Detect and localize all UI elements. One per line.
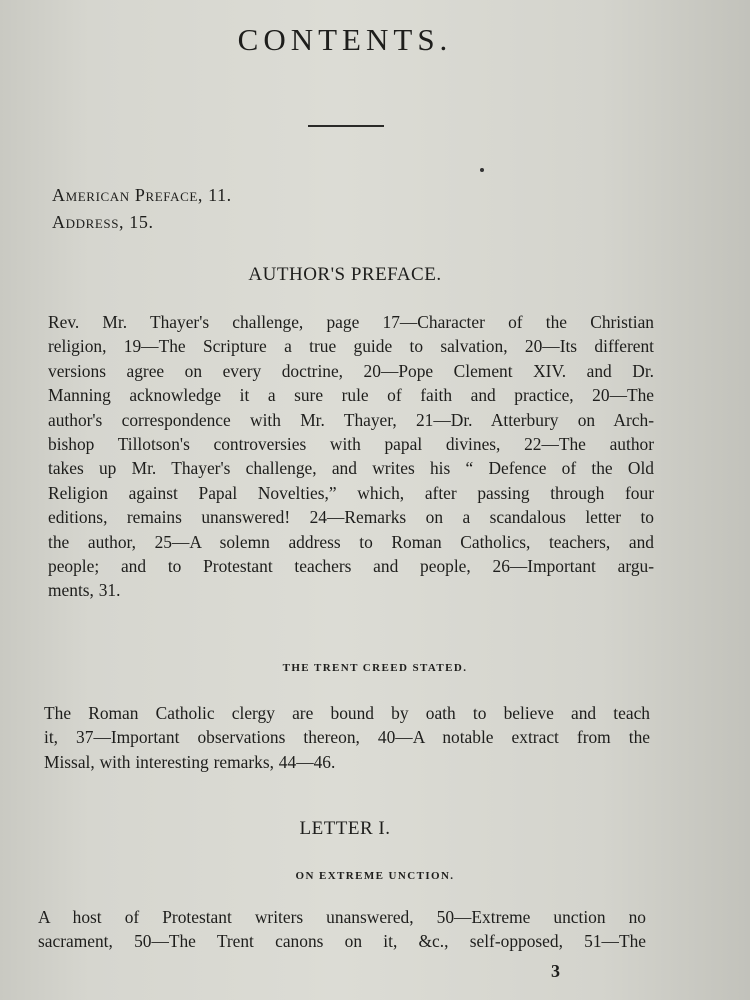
trent-creed-entries bbox=[44, 701, 650, 774]
section-subheading-extreme-unction: ON EXTREME UNCTION. bbox=[295, 870, 455, 882]
section-heading-letter-one: LETTER I. bbox=[299, 818, 391, 839]
section-heading-authors-preface: AUTHOR'S PREFACE. bbox=[248, 264, 442, 285]
entry-line: The Roman Catholic clergy are bound by oath to believe and teach bbox=[44, 703, 650, 723]
entry-line: A host of Protestant writers unanswered, 50—Extreme unction no bbox=[38, 907, 646, 927]
entry-line: Religion against Papal Novelties,” which, after passing through four bbox=[48, 482, 654, 503]
entry-line: sacrament, 50—The Trent canons on it, &c., self-opposed, 51—The bbox=[38, 931, 646, 952]
entry-line: takes up Mr. Thayer's challenge, and writes his “ Defence of the Old bbox=[48, 458, 654, 479]
entry-line: ments, 31. bbox=[48, 580, 121, 601]
entry-line: Rev. Mr. Thayer's challenge, page 17—Character of the Christian bbox=[48, 312, 654, 332]
letter-one-entries bbox=[38, 905, 646, 954]
entry-line: editions, remains unanswered! 24—Remarks on a scandalous letter to bbox=[48, 507, 654, 528]
authors-preface-entries bbox=[48, 310, 654, 603]
entry-line: author's correspondence with Mr. Thayer, 21—Dr. Atterbury on Arch- bbox=[48, 409, 654, 430]
front-matter-address: Address, 15. bbox=[52, 212, 154, 232]
page-title: CONTENTS. bbox=[237, 22, 453, 57]
front-matter-american-preface: American Preface, 11. bbox=[52, 185, 232, 205]
entry-line: the author, 25—A solemn address to Roman Catholics, teachers, and bbox=[48, 531, 654, 552]
entry-line: religion, 19—The Scripture a true guide to salvation, 20—Its different bbox=[48, 336, 654, 357]
page-number: 3 bbox=[551, 961, 560, 981]
entry-line: Manning acknowledge it a sure rule of faith and practice, 20—The bbox=[48, 385, 654, 406]
entry-line: bishop Tillotson's controversies with papal divines, 22—The author bbox=[48, 434, 654, 455]
title-rule-divider bbox=[308, 125, 384, 127]
entry-line: versions agree on every doctrine, 20—Pope Clement XIV. and Dr. bbox=[48, 360, 654, 381]
entry-line: it, 37—Important observations thereon, 40—A notable extract from the bbox=[44, 727, 650, 748]
entry-line: people; and to Protestant teachers and people, 26—Important argu- bbox=[48, 556, 654, 577]
ink-speck bbox=[480, 168, 484, 172]
section-heading-trent-creed: THE TRENT CREED STATED. bbox=[282, 662, 468, 674]
entry-line: Missal, with interesting remarks, 44—46. bbox=[44, 751, 336, 772]
